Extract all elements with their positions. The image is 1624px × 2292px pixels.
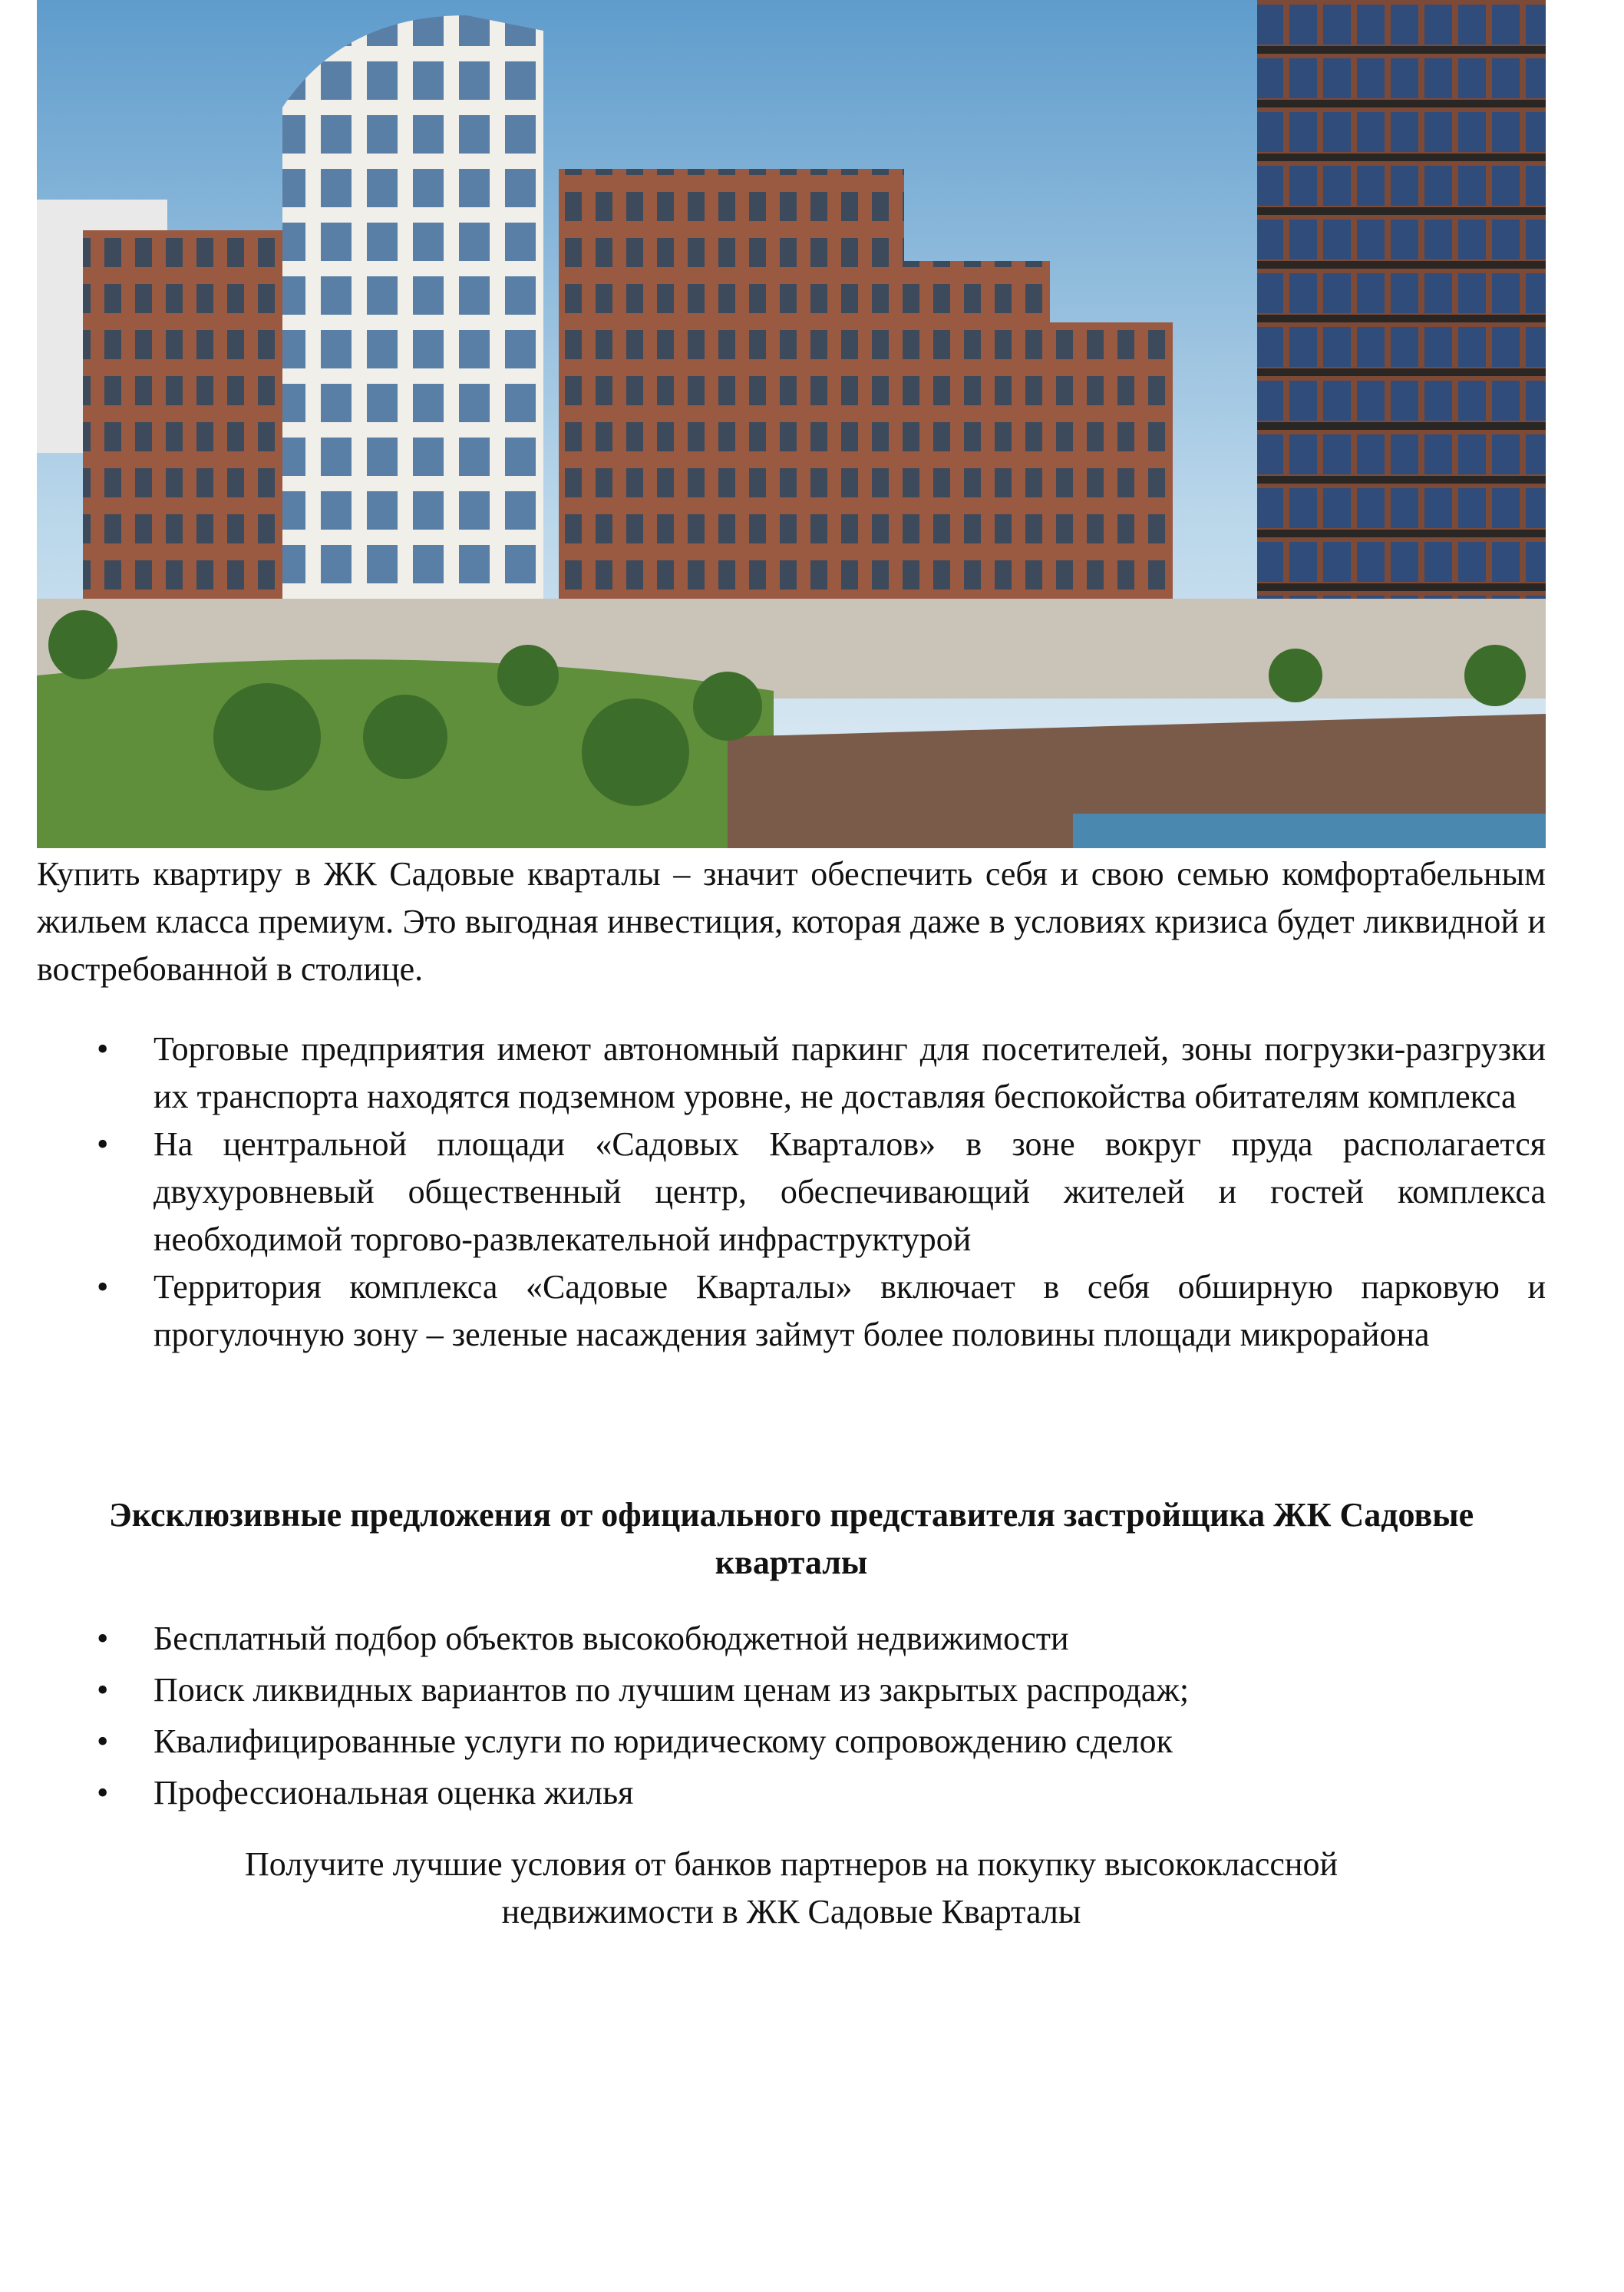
closing-paragraph: Получите лучшие условия от банков партнеров на покупку высококлассной недвижимости в ЖК Садовые Кварталы xyxy=(245,1845,1338,1930)
feature-item: • Территория комплекса «Садовые Кварталы» включает в себя обширную парковую и прогулочную зону – зеленые насаждения займут более половины площади микрорайона xyxy=(37,1263,1546,1359)
residential-complex-photo xyxy=(37,0,1546,848)
bullet-icon: • xyxy=(97,1268,109,1306)
feature-item: • Торговые предприятия имеют автономный паркинг для посетителей, зоны погрузки-разгрузки их транспорта находятся подземном уровне, не доставляя беспокойства обитателям комплекса xyxy=(37,1025,1546,1121)
offer-item: • Профессиональная оценка жилья xyxy=(37,1767,1546,1818)
bullet-icon: • xyxy=(97,1125,109,1163)
offer-item: • Поиск ликвидных вариантов по лучшим ценам из закрытых распродаж; xyxy=(37,1664,1546,1716)
bullet-icon: • xyxy=(97,1722,109,1760)
offer-item: • Бесплатный подбор объектов высокобюджетной недвижимости xyxy=(37,1613,1546,1664)
bullet-icon: • xyxy=(97,1620,109,1657)
offer-item: • Квалифицированные услуги по юридическому сопровождению сделок xyxy=(37,1716,1546,1767)
bullet-icon: • xyxy=(97,1671,109,1709)
intro-paragraph: Купить квартиру в ЖК Садовые кварталы – значит обеспечить себя и свою семью комфортабельным жильем класса премиум. Это выгодная инвестиция, которая даже в условиях кризиса будет ликвидной и востребованной в столице. xyxy=(37,855,1546,988)
offers-list xyxy=(37,1613,1546,1818)
offers-heading: Эксклюзивные предложения от официального представителя застройщика ЖК Садовые кварталы xyxy=(108,1496,1474,1581)
bullet-icon: • xyxy=(97,1774,109,1811)
bullet-icon: • xyxy=(97,1030,109,1068)
feature-item: • На центральной площади «Садовых Кварталов» в зоне вокруг пруда располагается двухуровневый общественный центр, обеспечивающий жителей и гостей комплекса необходимой торгово-развлекательной инфраструктурой xyxy=(37,1121,1546,1263)
features-list xyxy=(37,1025,1546,1359)
